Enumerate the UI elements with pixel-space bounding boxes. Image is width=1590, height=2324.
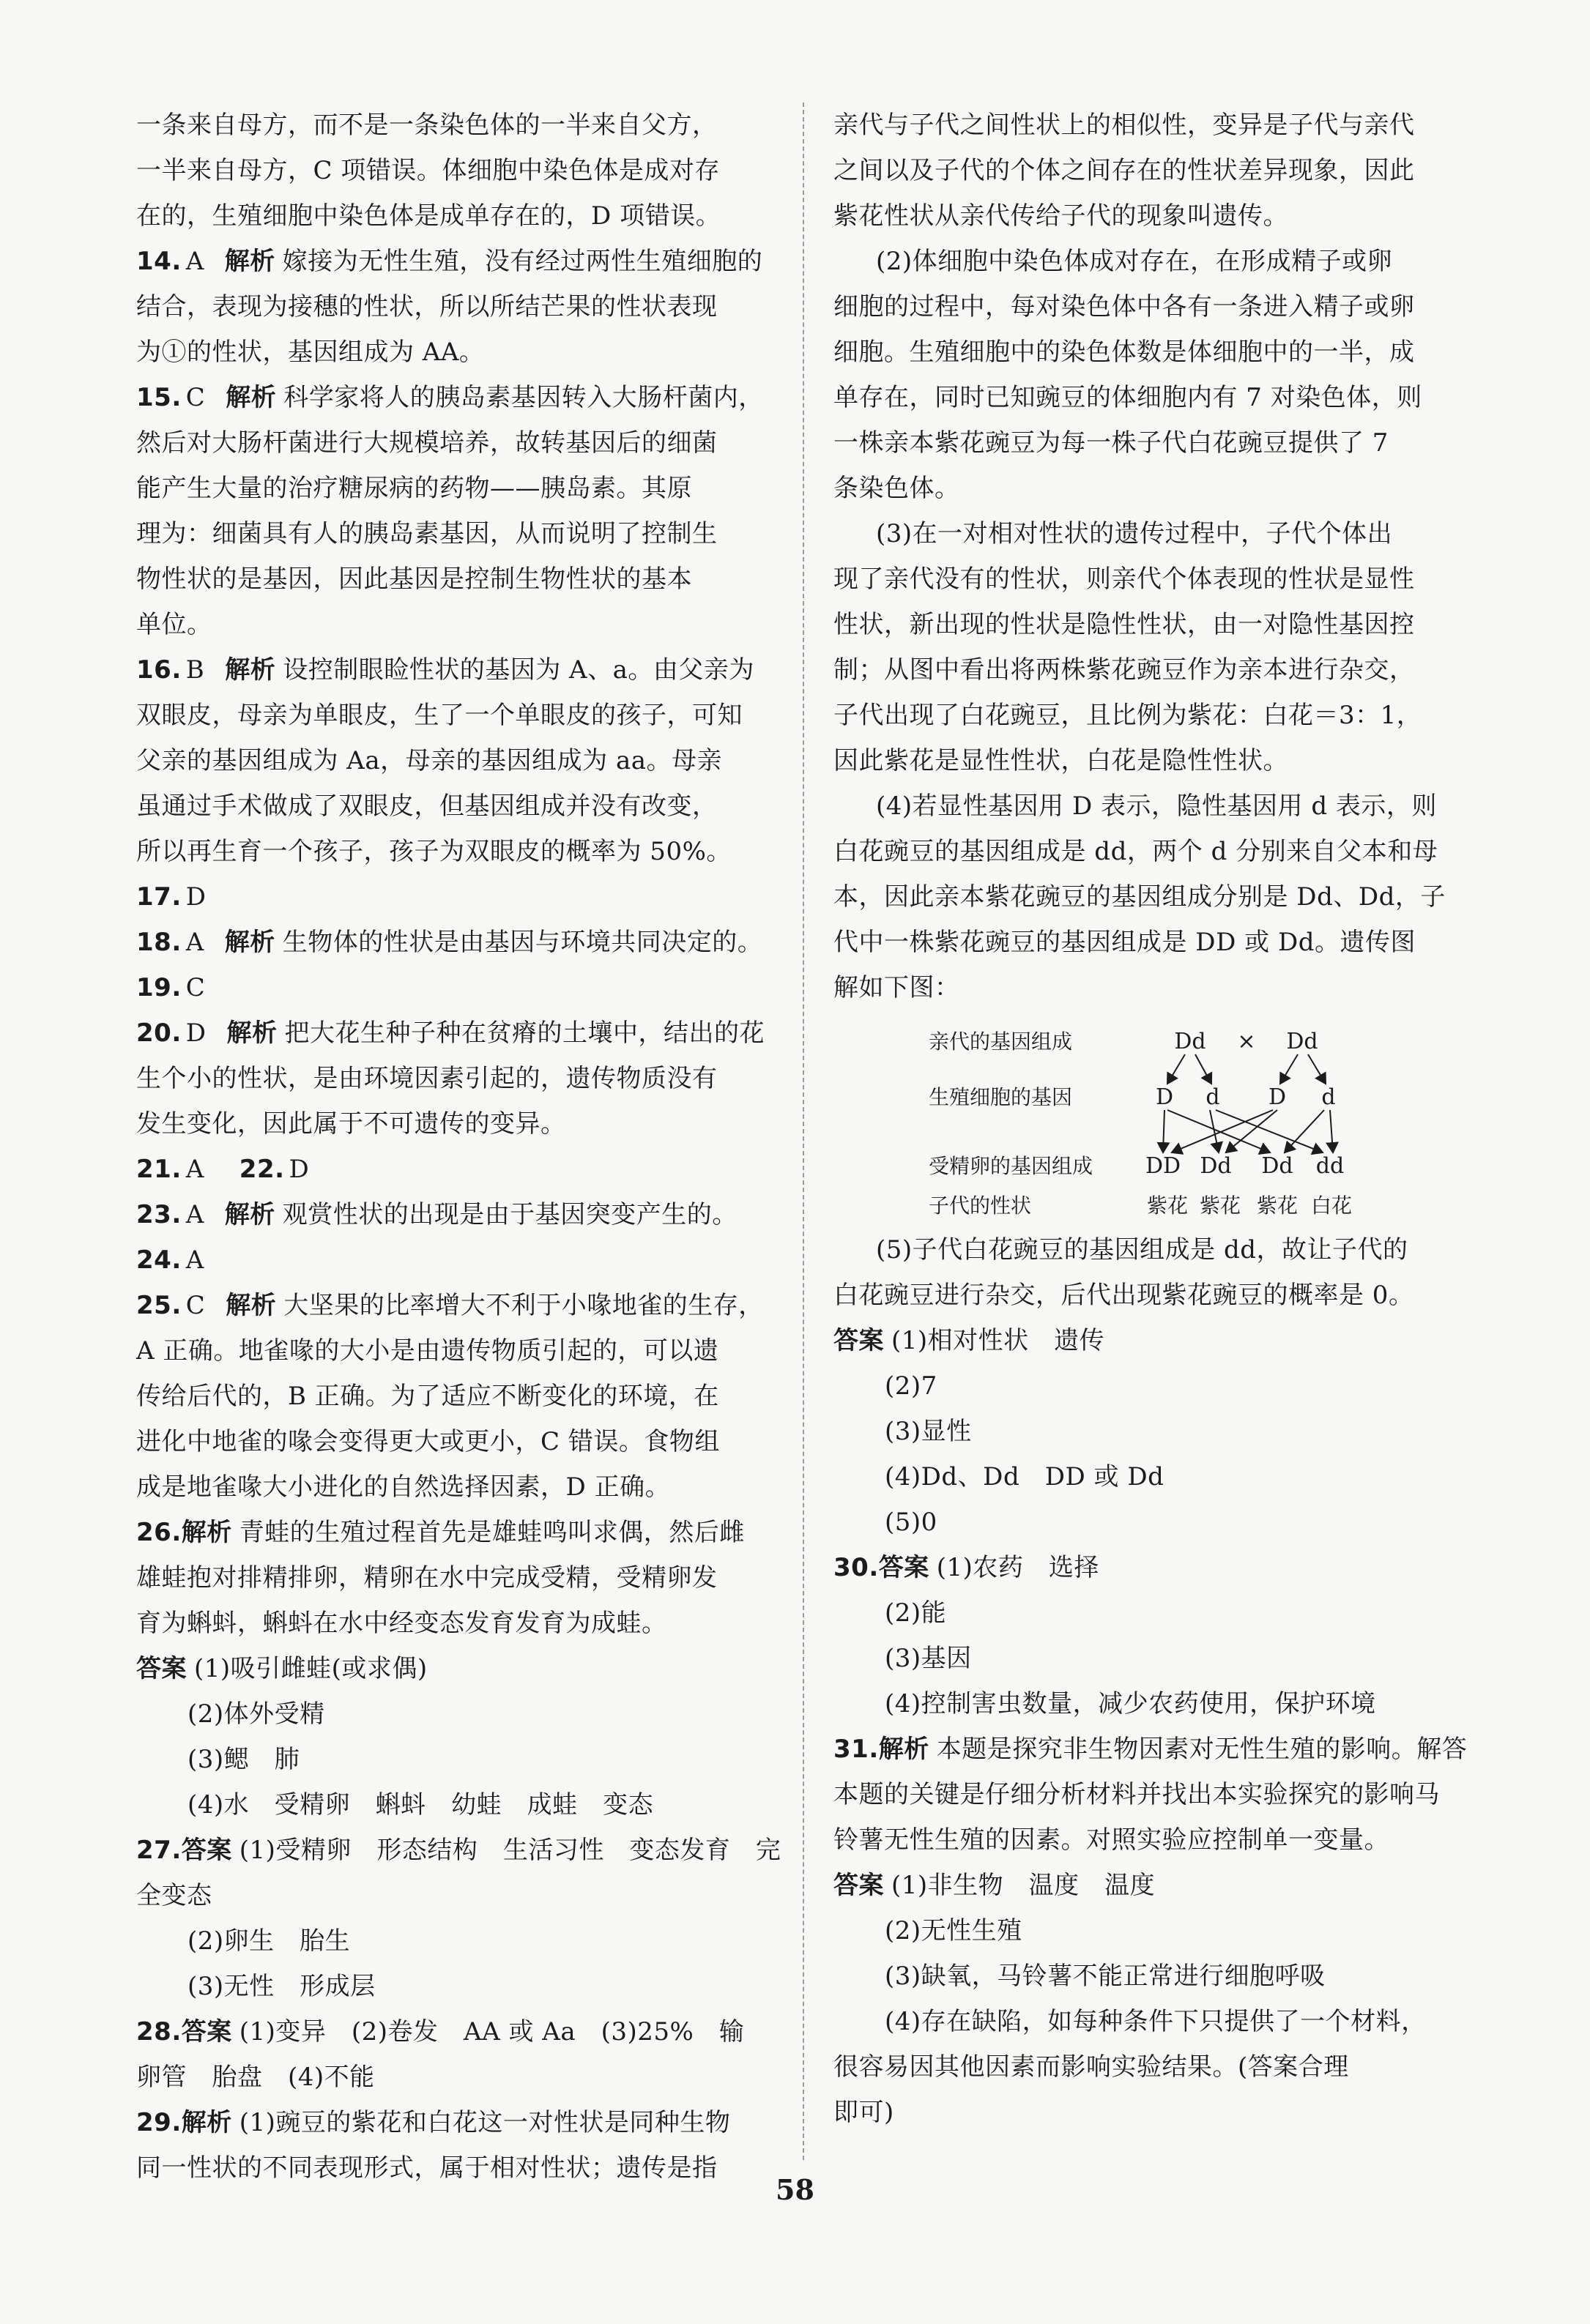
text-line <box>833 329 1476 375</box>
line-text: 发生变化，因此属于不可遗传的变异。 <box>136 1109 566 1139</box>
text-line <box>136 420 773 466</box>
line-text: 成是地雀喙大小进化的自然选择因素，D 正确。 <box>136 1472 671 1502</box>
gamete-1: D <box>1155 1084 1174 1110</box>
text-line <box>136 1192 773 1237</box>
text-line <box>833 829 1476 874</box>
text-line <box>136 1691 773 1737</box>
line-text: 亲代与子代之间性状上的相似性，变异是子代与亲代 <box>833 111 1415 140</box>
line-text: (4)若显性基因用 D 表示，隐性基因用 d 表示，则 <box>876 792 1437 821</box>
text-line <box>136 329 773 375</box>
text-line <box>136 1555 773 1601</box>
line-text: 解如下图： <box>833 973 960 1002</box>
line-text: 子代出现了白花豌豆，且比例为紫花：白花＝3：1， <box>833 701 1422 730</box>
analysis-tag: 解析 <box>224 928 275 957</box>
text-line <box>833 193 1476 239</box>
question-number: 30. <box>833 1553 879 1582</box>
text-line <box>833 375 1476 420</box>
line-text: 性状，新出现的性状是隐性性状，由一对隐性基因控 <box>833 610 1415 639</box>
line-text: (2)体细胞中染色体成对存在，在形成精子或卵 <box>876 247 1393 276</box>
text-line <box>833 693 1476 738</box>
text-line <box>136 284 773 329</box>
question-number: 22. <box>239 1155 285 1184</box>
line-text: 单位。 <box>136 610 212 639</box>
question-number: 15. <box>136 383 182 412</box>
row-label-traits: 子代的性状 <box>929 1193 1032 1218</box>
question-number: 18. <box>136 928 182 957</box>
text-line <box>136 466 773 511</box>
analysis-tag: 解析 <box>226 1291 277 1320</box>
answer-choice: A <box>185 247 204 276</box>
zygote-2: Dd <box>1200 1153 1232 1179</box>
text-line <box>136 1828 781 1873</box>
text-line <box>136 103 773 148</box>
text-line <box>833 1454 1476 1500</box>
text-line <box>136 1737 773 1782</box>
text-line <box>833 2044 1476 2090</box>
gamete-3: D <box>1268 1084 1287 1110</box>
text-line <box>136 2100 773 2145</box>
text-line <box>833 602 1476 647</box>
line-text: 现了亲代没有的性状，则亲代个体表现的性状是显性 <box>833 565 1415 594</box>
answer-choice: A <box>185 928 204 957</box>
line-text: (2)7 <box>885 1371 937 1401</box>
answer-tag: 答案 <box>878 1553 929 1582</box>
answer-choice: D <box>185 1018 207 1048</box>
question-number: 27. <box>136 1836 182 1865</box>
line-text: 生物体的性状是由基因与环境共同决定的。 <box>282 928 763 957</box>
analysis-tag: 解析 <box>878 1735 929 1764</box>
line-text: 嫁接为无性生殖，没有经过两性生殖细胞的 <box>282 247 763 276</box>
line-text: (3)在一对相对性状的遗传过程中，子代个体出 <box>876 519 1393 548</box>
answer-tag: 答案 <box>136 1654 187 1683</box>
line-text: 细胞的过程中，每对染色体中各有一条进入精子或卵 <box>833 292 1415 321</box>
text-line <box>136 1147 773 1192</box>
analysis-tag: 解析 <box>181 1518 232 1547</box>
text-line <box>136 1646 773 1691</box>
text-line <box>833 738 1476 783</box>
parent-genotype-right: Dd <box>1286 1029 1318 1054</box>
arrow-g1-z3 <box>1167 1110 1270 1152</box>
text-line <box>136 511 773 556</box>
line-text: (1)豌豆的紫花和白花这一对性状是同种生物 <box>239 2108 731 2137</box>
line-text: 结合，表现为接穗的性状，所以所结芒果的性状表现 <box>136 292 718 321</box>
question-number: 31. <box>833 1735 879 1764</box>
left-column <box>136 103 781 2191</box>
line-text: (1)非生物 温度 温度 <box>891 1871 1156 1900</box>
text-line <box>136 920 773 965</box>
text-line <box>833 965 1476 1010</box>
text-line <box>136 1328 773 1374</box>
right-column <box>833 103 1476 2135</box>
gamete-4: d <box>1321 1084 1336 1110</box>
arrow-p2-g4 <box>1308 1054 1326 1084</box>
text-line <box>833 466 1476 511</box>
line-text: 即可) <box>833 2098 894 2127</box>
zygote-3: Dd <box>1261 1153 1293 1179</box>
line-text: 进化中地雀的喙会变得更大或更小，C 错误。食物组 <box>136 1427 720 1456</box>
text-line <box>833 1545 1476 1590</box>
cross-symbol: × <box>1237 1029 1256 1054</box>
answer-choice: D <box>289 1155 310 1184</box>
text-line <box>136 1374 773 1419</box>
trait-3: 紫花 <box>1256 1193 1299 1218</box>
arrow-g4-z3 <box>1285 1110 1324 1152</box>
text-line <box>136 1010 773 1056</box>
line-text: 本，因此亲本紫花豌豆的基因组成分别是 Dd、Dd，子 <box>833 882 1446 912</box>
row-label-zygotes: 受精卵的基因组成 <box>929 1154 1093 1178</box>
line-text: 传给后代的，B 正确。为了适应不断变化的环境，在 <box>136 1382 719 1411</box>
text-line <box>136 193 773 239</box>
text-line <box>136 1601 773 1646</box>
text-line <box>833 1999 1476 2044</box>
line-text: 很容易因其他因素而影响实验结果。(答案合理 <box>833 2052 1349 2082</box>
text-line <box>833 1863 1476 1908</box>
line-text: 本题是探究非生物因素对无性生殖的影响。解答 <box>936 1735 1468 1764</box>
arrow-p2-g3 <box>1280 1054 1298 1084</box>
arrow-p1-g1 <box>1167 1054 1185 1084</box>
text-line <box>833 239 1476 284</box>
line-text: 白花豌豆的基因组成是 dd，两个 d 分别来自父本和母 <box>833 837 1438 866</box>
parent-genotype-left: Dd <box>1174 1029 1206 1054</box>
line-text: 一半来自母方，C 项错误。体细胞中染色体是成对存 <box>136 156 720 185</box>
zygote-4: dd <box>1315 1153 1345 1179</box>
text-line <box>833 783 1476 829</box>
answer-choice: B <box>185 655 205 685</box>
line-text: 制；从图中看出将两株紫花豌豆作为亲本进行杂交， <box>833 655 1415 685</box>
inheritance-diagram <box>833 1010 1476 1227</box>
line-text: (1)受精卵 形态结构 生活习性 变态发育 完 <box>239 1836 781 1865</box>
line-text: 铃薯无性生殖的因素。对照实验应控制单一变量。 <box>833 1825 1389 1855</box>
diagram-arrows <box>1163 1054 1336 1152</box>
answer-choice: A <box>185 1155 204 1184</box>
arrow-g1-z1 <box>1163 1110 1164 1152</box>
text-line <box>136 1237 773 1283</box>
line-text: (4)存在缺陷，如每种条件下只提供了一个材料， <box>885 2007 1427 2036</box>
text-line <box>136 602 773 647</box>
text-line <box>833 2090 1476 2135</box>
line-text: (1)农药 选择 <box>936 1553 1099 1582</box>
text-line <box>136 1510 773 1555</box>
line-text: 生个小的性状，是由环境因素引起的，遗传物质没有 <box>136 1064 718 1093</box>
line-text: 双眼皮，母亲为单眼皮，生了一个单眼皮的孩子，可知 <box>136 701 743 730</box>
line-text: 全变态 <box>136 1881 212 1910</box>
trait-1: 紫花 <box>1146 1193 1189 1218</box>
text-line <box>136 1873 773 1918</box>
line-text: (3)缺氧，马铃薯不能正常进行细胞呼吸 <box>885 1962 1326 1991</box>
text-line <box>833 1409 1476 1454</box>
inheritance-diagram-svg <box>833 1010 1476 1227</box>
line-text: 理为：细菌具有人的胰岛素基因，从而说明了控制生 <box>136 519 718 548</box>
line-text: 科学家将人的胰岛素基因转入大肠杆菌内， <box>283 383 764 412</box>
text-line <box>833 556 1476 602</box>
line-text: (5)子代白花豌豆的基因组成是 dd，故让子代的 <box>876 1235 1408 1265</box>
right-column-top <box>833 103 1476 1010</box>
answer-choice: C <box>185 1291 206 1320</box>
text-line <box>136 1964 773 2009</box>
answer-tag: 答案 <box>833 1871 884 1900</box>
text-line <box>136 1419 773 1464</box>
question-number: 19. <box>136 973 182 1002</box>
trait-4: 白花 <box>1310 1193 1353 1218</box>
text-line <box>136 2055 773 2100</box>
text-line <box>833 103 1476 148</box>
line-text: (1)变异 (2)卷发 AA 或 Aa (3)25% 输 <box>239 2017 745 2046</box>
line-text: (1)相对性状 遗传 <box>891 1326 1105 1355</box>
arrow-p1-g2 <box>1195 1054 1211 1084</box>
line-text: 细胞。生殖细胞中的染色体数是体细胞中的一半，成 <box>833 338 1415 367</box>
text-line <box>136 693 773 738</box>
text-line <box>136 874 773 920</box>
question-number: 20. <box>136 1018 182 1048</box>
question-number: 17. <box>136 882 182 912</box>
line-text: (1)吸引雌蛙(或求偶) <box>194 1654 428 1683</box>
text-line <box>136 1782 773 1828</box>
text-line <box>833 148 1476 193</box>
text-line <box>833 1817 1476 1863</box>
text-line <box>136 829 773 874</box>
line-text: 为①的性状，基因组成为 AA。 <box>136 338 485 367</box>
analysis-tag: 解析 <box>224 247 275 276</box>
text-line <box>136 1101 773 1147</box>
text-line <box>833 1363 1476 1409</box>
text-line <box>136 1464 773 1510</box>
line-text: 所以再生育一个孩子，孩子为双眼皮的概率为 50%。 <box>136 837 732 866</box>
answer-tag: 答案 <box>833 1326 884 1355</box>
text-line <box>136 783 773 829</box>
answer-tag: 答案 <box>181 1836 232 1865</box>
text-line <box>833 647 1476 693</box>
zygote-1: DD <box>1145 1153 1181 1179</box>
line-text: 在的，生殖细胞中染色体是成单存在的，D 项错误。 <box>136 201 721 231</box>
text-line <box>136 375 773 420</box>
text-line <box>833 1636 1476 1681</box>
text-line <box>136 148 773 193</box>
line-text: (3)显性 <box>885 1417 972 1446</box>
line-text: (3)鳃 肺 <box>187 1745 300 1774</box>
question-number: 24. <box>136 1245 182 1275</box>
line-text: (2)无性生殖 <box>885 1916 1022 1945</box>
text-line <box>833 511 1476 556</box>
row-label-gametes: 生殖细胞的基因 <box>929 1085 1073 1109</box>
answer-tag: 答案 <box>181 2017 232 2046</box>
text-line <box>833 1318 1476 1363</box>
text-line <box>136 647 773 693</box>
text-line <box>136 1283 773 1328</box>
text-line <box>136 738 773 783</box>
question-number: 21. <box>136 1155 182 1184</box>
text-line <box>833 1273 1476 1318</box>
text-line <box>833 1908 1476 1954</box>
question-number: 25. <box>136 1291 182 1320</box>
text-line <box>833 1500 1476 1545</box>
line-text: 虽通过手术做成了双眼皮，但基因组成并没有改变， <box>136 792 718 821</box>
line-text: 单存在，同时已知豌豆的体细胞内有 7 对染色体，则 <box>833 383 1422 412</box>
question-number: 23. <box>136 1200 182 1229</box>
line-text: (4)控制害虫数量，减少农药使用，保护环境 <box>885 1689 1376 1718</box>
line-text: (2)能 <box>885 1598 947 1628</box>
text-line <box>833 420 1476 466</box>
right-column-bottom <box>833 1227 1476 2135</box>
line-text: 雄蛙抱对排精排卵，精卵在水中完成受精，受精卵发 <box>136 1563 718 1593</box>
page-number: 58 <box>776 2173 814 2206</box>
answer-choice: C <box>185 973 206 1002</box>
question-number: 29. <box>136 2108 182 2137</box>
text-line <box>136 2009 773 2055</box>
line-text: 一条来自母方，而不是一条染色体的一半来自父方， <box>136 111 718 140</box>
line-text: 把大花生种子种在贫瘠的土壤中，结出的花 <box>284 1018 765 1048</box>
line-text: 父亲的基因组成为 Aa，母亲的基因组成为 aa。母亲 <box>136 746 722 775</box>
line-text: 一株亲本紫花豌豆为每一株子代白花豌豆提供了 7 <box>833 428 1389 458</box>
line-text: 紫花性状从亲代传给子代的现象叫遗传。 <box>833 201 1288 231</box>
line-text: 之间以及子代的个体之间存在的性状差异现象，因此 <box>833 156 1415 185</box>
line-text: (3)基因 <box>885 1644 972 1673</box>
line-text: (4)水 受精卵 蝌蚪 幼蛙 成蛙 变态 <box>187 1790 654 1820</box>
arrow-g4-z4 <box>1330 1110 1333 1152</box>
text-line <box>136 965 773 1010</box>
line-text: 观赏性状的出现是由于基因突变产生的。 <box>282 1200 738 1229</box>
text-line <box>136 1918 773 1964</box>
question-number: 26. <box>136 1518 182 1547</box>
line-text: (2)体外受精 <box>187 1699 325 1729</box>
line-text: 卵管 胎盘 (4)不能 <box>136 2063 375 2092</box>
text-line <box>136 556 773 602</box>
analysis-tag: 解析 <box>224 1200 275 1229</box>
text-line <box>833 1227 1476 1273</box>
line-text: 条染色体。 <box>833 474 960 503</box>
answer-choice: C <box>185 383 206 412</box>
question-number: 28. <box>136 2017 182 2046</box>
answer-choice: A <box>185 1245 204 1275</box>
text-line <box>136 239 773 284</box>
line-text: 设控制眼睑性状的基因为 A、a。由父亲为 <box>283 655 754 685</box>
line-text: 本题的关键是仔细分析材料并找出本实验探究的影响马 <box>833 1780 1440 1809</box>
line-text: 代中一株紫花豌豆的基因组成是 DD 或 Dd。遗传图 <box>833 928 1416 957</box>
column-divider <box>803 103 804 2160</box>
line-text: (5)0 <box>885 1508 937 1537</box>
line-text: 能产生大量的治疗糖尿病的药物——胰岛素。其原 <box>136 474 692 503</box>
text-line <box>833 920 1476 965</box>
question-number: 14. <box>136 247 182 276</box>
text-line <box>833 1590 1476 1636</box>
line-text: 白花豌豆进行杂交，后代出现紫花豌豆的概率是 0。 <box>833 1281 1414 1310</box>
line-text: A 正确。地雀喙的大小是由遗传物质引起的，可以遗 <box>136 1336 719 1366</box>
text-line <box>833 1954 1476 1999</box>
line-text: 然后对大肠杆菌进行大规模培养，故转基因后的细菌 <box>136 428 718 458</box>
line-text: (2)卵生 胎生 <box>187 1926 351 1956</box>
text-line <box>833 1681 1476 1727</box>
analysis-tag: 解析 <box>226 383 277 412</box>
answer-choice: D <box>185 882 207 912</box>
analysis-tag: 解析 <box>226 1018 278 1048</box>
line-text: (3)无性 形成层 <box>187 1972 376 2001</box>
row-label-parents: 亲代的基因组成 <box>929 1029 1073 1054</box>
line-text: 育为蝌蚪，蝌蚪在水中经变态发育发育为成蛙。 <box>136 1609 667 1638</box>
arrow-g3-z1 <box>1172 1110 1273 1152</box>
line-text: 物性状的是基因，因此基因是控制生物性状的基本 <box>136 565 692 594</box>
line-text: 青蛙的生殖过程首先是雄蛙鸣叫求偶，然后雌 <box>239 1518 745 1547</box>
line-text: 同一性状的不同表现形式，属于相对性状；遗传是指 <box>136 2153 718 2183</box>
line-text: 大坚果的比率增大不利于小喙地雀的生存， <box>283 1291 764 1320</box>
analysis-tag: 解析 <box>181 2108 232 2137</box>
text-line <box>833 1727 1476 1772</box>
line-text: (4)Dd、Dd DD 或 Dd <box>885 1462 1164 1491</box>
answer-choice: A <box>185 1200 204 1229</box>
trait-2: 紫花 <box>1199 1193 1241 1218</box>
analysis-tag: 解析 <box>225 655 276 685</box>
question-number: 16. <box>136 655 182 685</box>
gamete-2: d <box>1205 1084 1220 1110</box>
text-line <box>136 1056 773 1101</box>
text-line <box>833 1772 1476 1817</box>
line-text: 因此紫花是显性性状，白花是隐性性状。 <box>833 746 1288 775</box>
text-line <box>833 284 1476 329</box>
text-line <box>833 874 1476 920</box>
